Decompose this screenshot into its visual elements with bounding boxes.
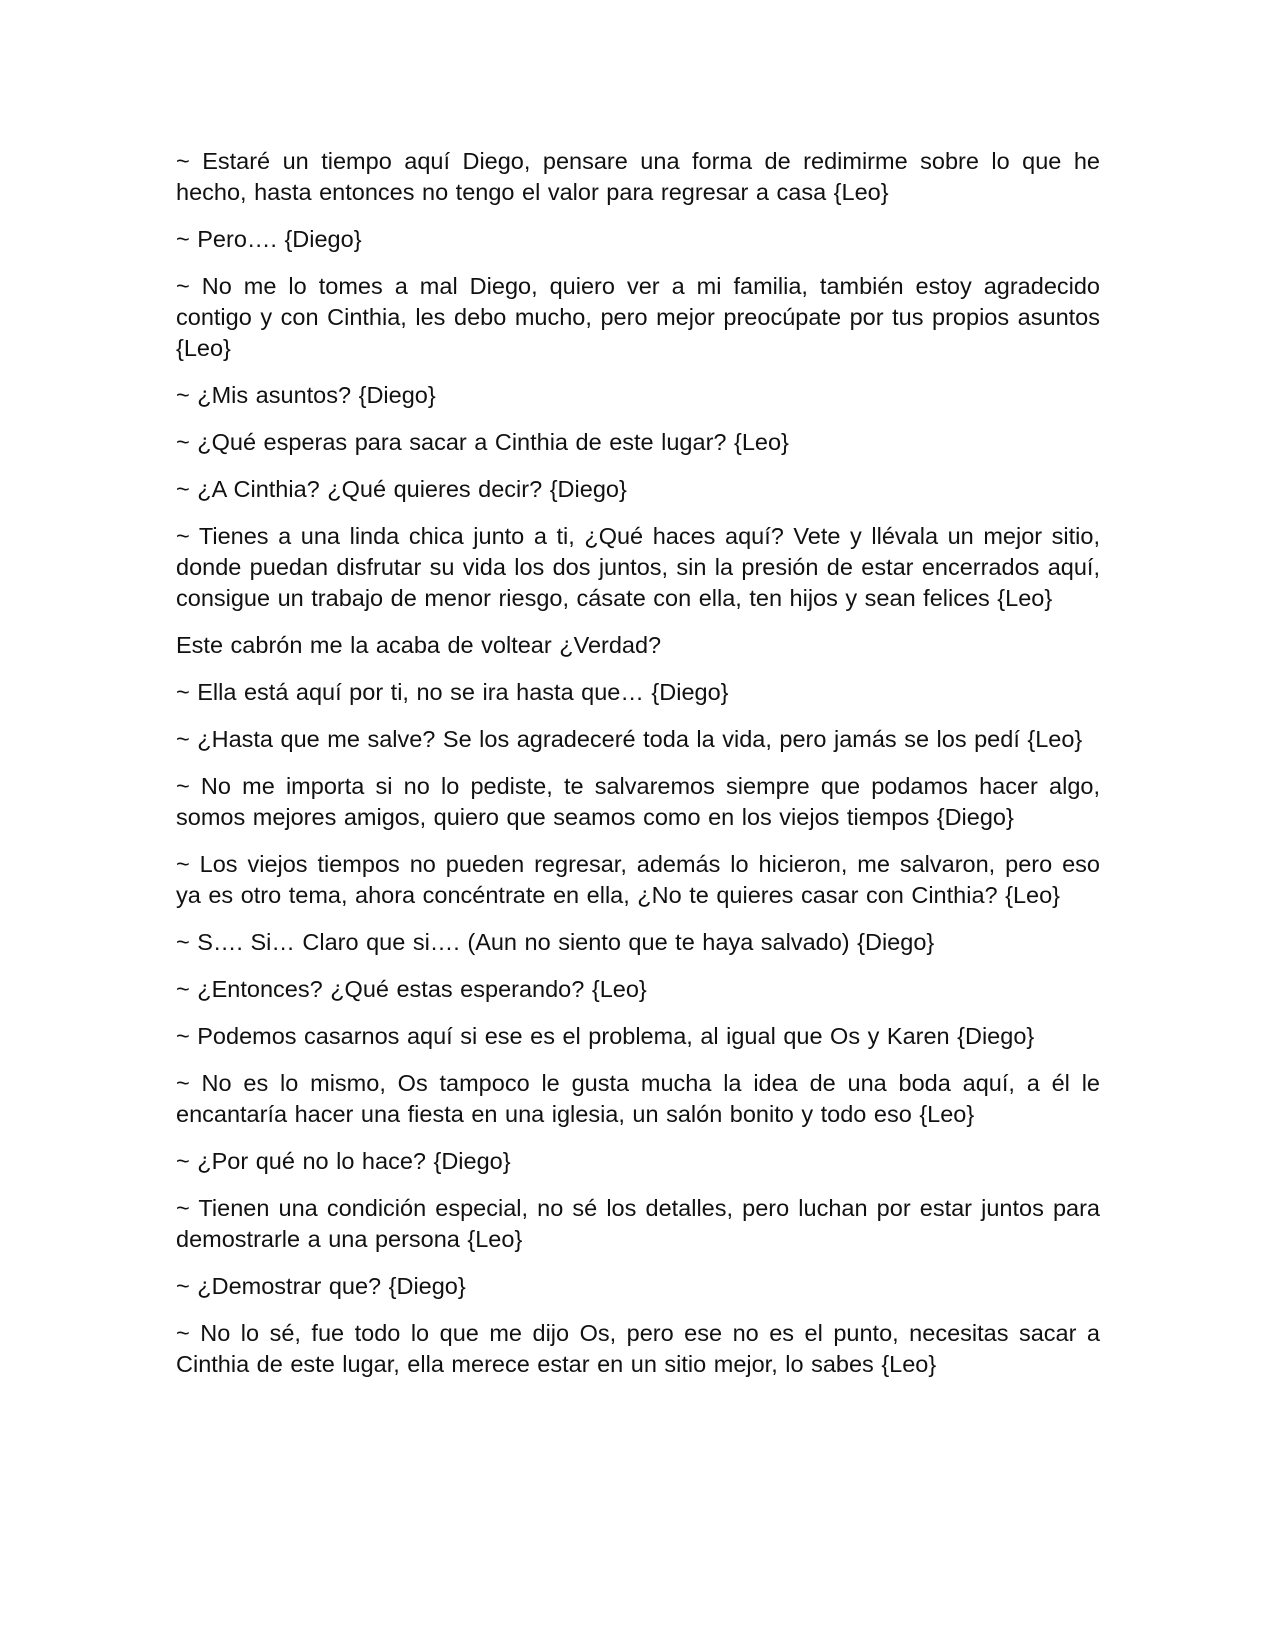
paragraph: Este cabrón me la acaba de voltear ¿Verdad? [176,632,662,658]
paragraph: ~ No me importa si no lo pediste, te salvaremos siempre que podamos hacer algo, somos mejores amigos, quiero que seamos como en los viejos tiempos {Diego} [176,773,1100,830]
paragraph: ~ Tienes a una linda chica junto a ti, ¿Qué haces aquí? Vete y llévala un mejor sitio, donde puedan disfrutar su vida los dos juntos, sin la presión de estar encerrados aquí, consigue un trabajo de menor riesgo, cásate con ella, ten hijos y sean felices {Leo} [176,523,1100,611]
paragraph: ~ ¿Demostrar que? {Diego} [176,1273,466,1299]
paragraph: ~ S…. Si… Claro que si…. (Aun no siento que te haya salvado) {Diego} [176,929,935,955]
paragraph: ~ Los viejos tiempos no pueden regresar, además lo hicieron, me salvaron, pero eso ya es otro tema, ahora concéntrate en ella, ¿No te quieres casar con Cinthia? {Leo} [176,851,1100,908]
text-body [176,146,1100,1396]
paragraph: ~ ¿Hasta que me salve? Se los agradeceré toda la vida, pero jamás se los pedí {Leo} [176,726,1083,752]
paragraph: ~ ¿Por qué no lo hace? {Diego} [176,1148,511,1174]
paragraph: ~ ¿Entonces? ¿Qué estas esperando? {Leo} [176,976,647,1002]
paragraph: ~ Estaré un tiempo aquí Diego, pensare una forma de redimirme sobre lo que he hecho, hasta entonces no tengo el valor para regresar a casa {Leo} [176,148,1100,205]
paragraph: ~ Ella está aquí por ti, no se ira hasta que… {Diego} [176,679,729,705]
paragraph: ~ No me lo tomes a mal Diego, quiero ver a mi familia, también estoy agradecido contigo y con Cinthia, les debo mucho, pero mejor preocúpate por tus propios asuntos {Leo} [176,273,1100,361]
paragraph: ~ No es lo mismo, Os tampoco le gusta mucha la idea de una boda aquí, a él le encantaría hacer una fiesta en una iglesia, un salón bonito y todo eso {Leo} [176,1070,1100,1127]
paragraph: ~ ¿A Cinthia? ¿Qué quieres decir? {Diego} [176,476,627,502]
paragraph: ~ No lo sé, fue todo lo que me dijo Os, pero ese no es el punto, necesitas sacar a Cinthia de este lugar, ella merece estar en un sitio mejor, lo sabes {Leo} [176,1320,1100,1377]
paragraph: ~ ¿Qué esperas para sacar a Cinthia de este lugar? {Leo} [176,429,789,455]
paragraph: ~ Podemos casarnos aquí si ese es el problema, al igual que Os y Karen {Diego} [176,1023,1035,1049]
paragraph: ~ Tienen una condición especial, no sé los detalles, pero luchan por estar juntos para demostrarle a una persona {Leo} [176,1195,1100,1252]
paragraph: ~ Pero…. {Diego} [176,226,362,252]
paragraph: ~ ¿Mis asuntos? {Diego} [176,382,436,408]
